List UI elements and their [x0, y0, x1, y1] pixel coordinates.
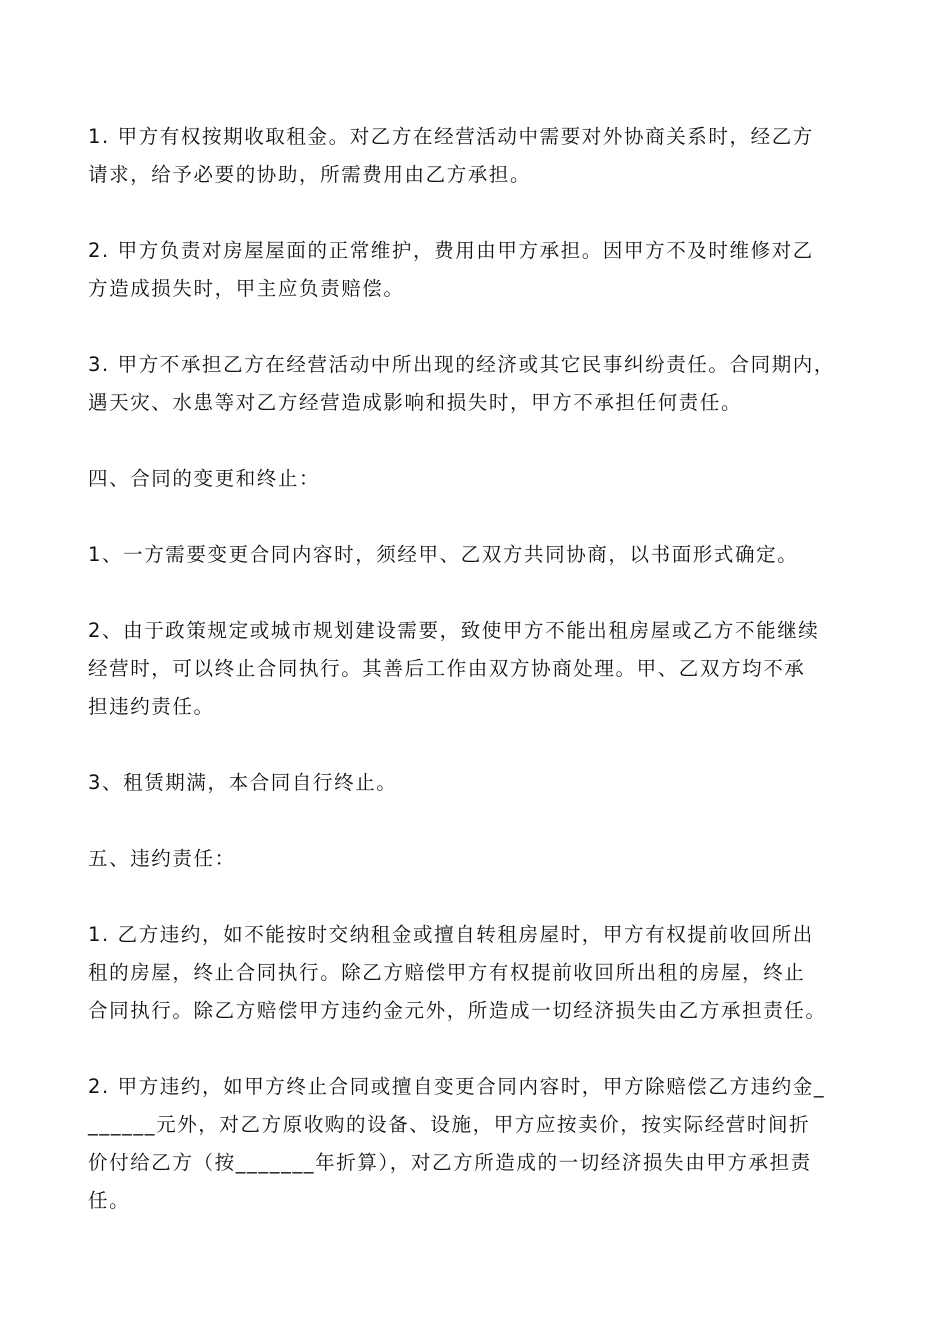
- text-line: 1. 乙方违约，如不能按时交纳租金或擅自转租房屋时，甲方有权提前收回所出: [88, 923, 814, 946]
- text-line: 1. 甲方有权按期收取租金。对乙方在经营活动中需要对外协商关系时，经乙方: [88, 125, 814, 148]
- section-heading: 五、违约责任：: [88, 847, 236, 870]
- text-line: 请求，给予必要的协助，所需费用由乙方承担。: [88, 163, 532, 186]
- text-line: 3. 甲方不承担乙方在经营活动中所出现的经济或其它民事纠纷责任。合同期内，: [88, 353, 836, 376]
- text-line: 方造成损失时，甲主应负责赔偿。: [88, 277, 405, 300]
- text-line: 价付给乙方（按_______年折算），对乙方所造成的一切经济损失由甲方承担责: [88, 1151, 812, 1174]
- text-line: 2. 甲方负责对房屋屋面的正常维护，费用由甲方承担。因甲方不及时维修对乙: [88, 239, 814, 262]
- clause-3-1: [88, 118, 870, 194]
- clause-3-2: [88, 232, 870, 308]
- text-line: 任。: [88, 1189, 131, 1212]
- clause-4-3: [88, 764, 870, 802]
- section-heading-4: [88, 460, 870, 498]
- clause-3-3: [88, 346, 870, 422]
- text-line: 经营时，可以终止合同执行。其善后工作由双方协商处理。甲、乙双方均不承: [88, 657, 806, 680]
- section-heading: 四、合同的变更和终止：: [88, 467, 321, 490]
- text-line: 2、由于政策规定或城市规划建设需要，致使甲方不能出租房屋或乙方不能继续: [88, 619, 820, 642]
- text-line: 租的房屋，终止合同执行。除乙方赔偿甲方有权提前收回所出租的房屋，终止: [88, 961, 806, 984]
- clause-4-1: [88, 536, 870, 574]
- text-line: 2. 甲方违约，如甲方终止合同或擅自变更合同内容时，甲方除赔偿乙方违约金_: [88, 1075, 826, 1098]
- text-line: 1、一方需要变更合同内容时，须经甲、乙双方共同协商，以书面形式确定。: [88, 543, 799, 566]
- clause-5-2: [88, 1068, 870, 1220]
- text-line: 遇天灾、水患等对乙方经营造成影响和损失时，甲方不承担任何责任。: [88, 391, 743, 414]
- clause-4-2: [88, 612, 870, 726]
- text-line: 合同执行。除乙方赔偿甲方违约金元外，所造成一切经济损失由乙方承担责任。: [88, 999, 827, 1022]
- text-line: ______元外，对乙方原收购的设备、设施，甲方应按卖价，按实际经营时间折: [88, 1113, 811, 1136]
- section-heading-5: [88, 840, 870, 878]
- clause-5-1: [88, 916, 870, 1030]
- document-page: [88, 118, 870, 1220]
- text-line: 3、租赁期满，本合同自行终止。: [88, 771, 398, 794]
- text-line: 担违约责任。: [88, 695, 215, 718]
